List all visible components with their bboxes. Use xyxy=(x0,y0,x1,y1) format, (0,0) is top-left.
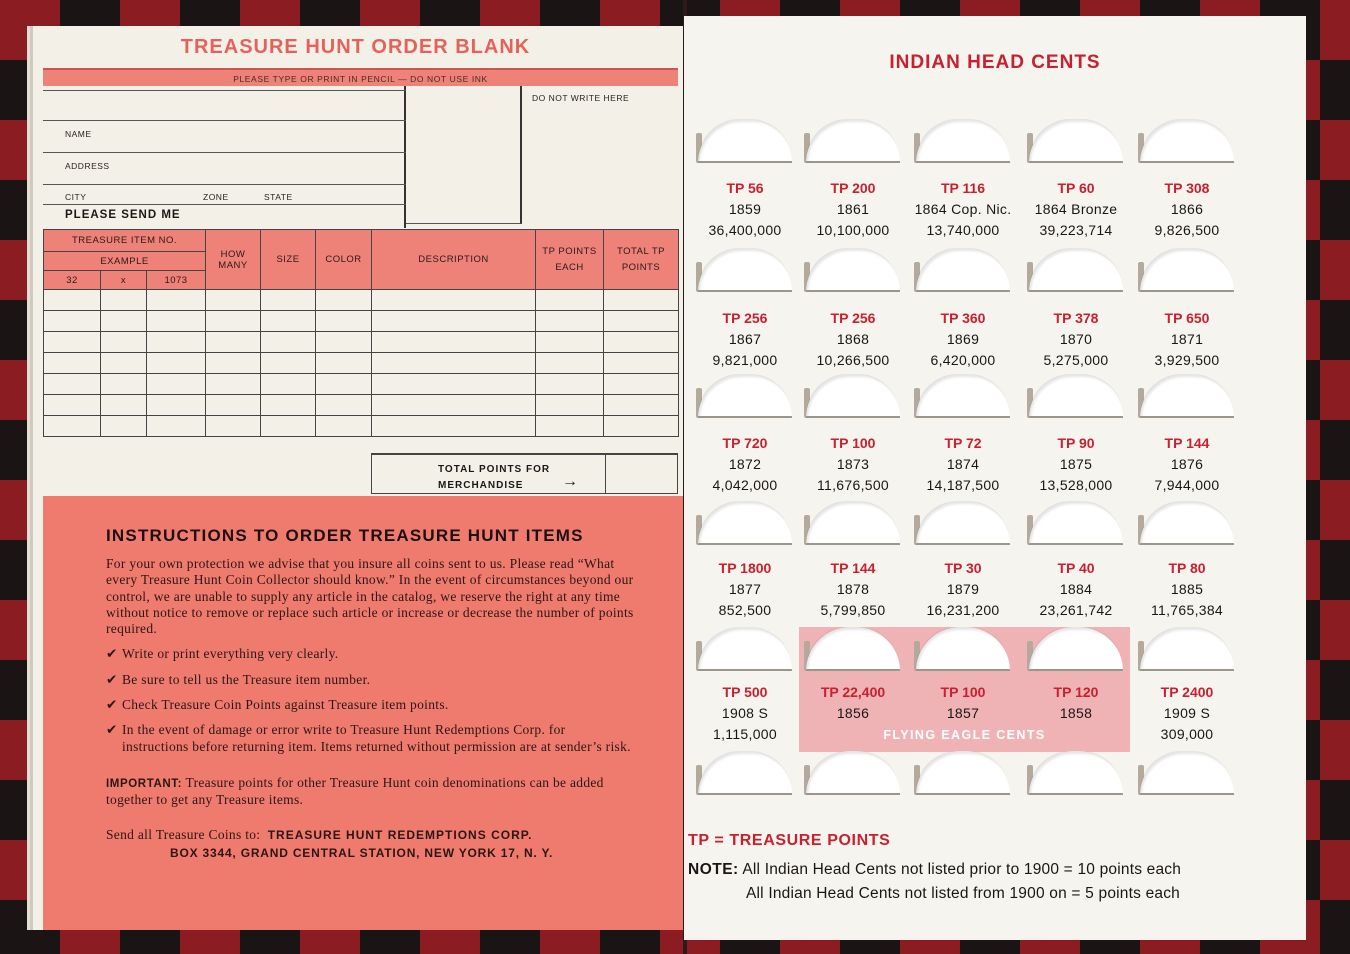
coin-slot xyxy=(1140,501,1234,545)
coin-mintage: 13,528,000 xyxy=(1039,477,1113,493)
address-box xyxy=(43,86,406,228)
instruction-check-item xyxy=(106,646,635,662)
coin-slot-dome xyxy=(806,501,900,545)
coin-slot-dome xyxy=(806,119,900,163)
order-items-table xyxy=(43,229,679,437)
coin-slot xyxy=(1029,248,1123,292)
instruction-check-item xyxy=(106,722,635,755)
coin-slot-dome xyxy=(1140,501,1234,545)
important-text: Treasure points for other Treasure Hunt coin denominations can be added together to get any Treasure items. xyxy=(106,774,604,808)
coin-mintage: 11,765,384 xyxy=(1150,602,1224,618)
coin-mintage: 1,115,000 xyxy=(713,726,777,742)
coin-slot-dome xyxy=(698,627,792,671)
city-field[interactable] xyxy=(43,204,406,205)
total-tp-points-header: TOTAL TP POINTS xyxy=(604,230,679,290)
tp-points-each-header: TP POINTS EACH xyxy=(536,230,604,290)
coin-tp-value: TP 200 xyxy=(830,180,876,196)
coin-tp-value: TP 720 xyxy=(722,435,768,451)
coin-slot xyxy=(1029,119,1123,163)
coin-year: 1878 xyxy=(836,581,870,597)
coin-year: 1879 xyxy=(946,581,980,597)
coin-slot xyxy=(806,501,900,545)
state-label: STATE xyxy=(264,192,293,202)
coin-slot-dome xyxy=(916,119,1010,163)
instructions-panel xyxy=(43,496,685,930)
pencil-instruction-bar: PLEASE TYPE OR PRINT IN PENCIL — DO NOT USE INK xyxy=(43,68,678,86)
coin-year: 1871 xyxy=(1170,331,1204,347)
coin-tp-value: TP 100 xyxy=(830,435,876,451)
coin-entry xyxy=(1117,308,1257,371)
important-note xyxy=(106,775,635,809)
coin-year: 1875 xyxy=(1059,456,1093,472)
name-label: NAME xyxy=(65,129,92,139)
order-row[interactable] xyxy=(44,290,679,311)
coin-slot xyxy=(916,248,1010,292)
order-blank-page xyxy=(33,26,685,930)
example-header: EXAMPLE xyxy=(44,252,206,271)
coin-mintage: 5,275,000 xyxy=(1043,352,1109,368)
coin-tp-value: TP 308 xyxy=(1164,180,1210,196)
order-blank-title: TREASURE HUNT ORDER BLANK xyxy=(180,36,531,58)
send-prefix: Send all Treasure Coins to: xyxy=(106,826,261,842)
coin-tp-value: TP 360 xyxy=(940,310,986,326)
coin-slot xyxy=(698,627,792,671)
coin-tp-value: TP 144 xyxy=(830,560,876,576)
coin-mintage: 11,676,500 xyxy=(816,477,890,493)
coin-tp-value: TP 90 xyxy=(1057,435,1095,451)
coin-entry xyxy=(1117,558,1257,621)
coin-slot-dome xyxy=(1029,248,1123,292)
coin-slot xyxy=(698,248,792,292)
order-row[interactable] xyxy=(44,395,679,416)
instructions-title: INSTRUCTIONS TO ORDER TREASURE HUNT ITEMS xyxy=(106,526,584,545)
coin-year: 1861 xyxy=(836,201,870,217)
coin-slot-dome xyxy=(806,374,900,418)
instruction-text: Be sure to tell us the Treasure item number. xyxy=(122,671,371,687)
coin-mintage: 14,187,500 xyxy=(926,477,1000,493)
coin-slot xyxy=(806,627,900,671)
coin-tp-value: TP 40 xyxy=(1057,560,1095,576)
coin-tp-value: TP 256 xyxy=(722,310,768,326)
send-company: TREASURE HUNT REDEMPTIONS CORP. xyxy=(267,827,533,842)
address-label: ADDRESS xyxy=(65,161,110,171)
coin-slot-dome xyxy=(916,627,1010,671)
coin-slot xyxy=(806,374,900,418)
coin-tp-value: TP 100 xyxy=(940,684,986,700)
address-rule xyxy=(43,90,406,91)
coin-slot xyxy=(698,374,792,418)
coin-year: 1869 xyxy=(946,331,980,347)
coin-tp-value: TP 378 xyxy=(1053,310,1099,326)
coin-slot xyxy=(916,374,1010,418)
color-header: COLOR xyxy=(316,230,372,290)
coin-year: 1870 xyxy=(1059,331,1093,347)
coin-slot-dome xyxy=(1140,248,1234,292)
coin-year: 1864 Bronze xyxy=(1034,201,1118,217)
coin-slot-dome xyxy=(698,119,792,163)
coin-year: 1857 xyxy=(946,705,980,721)
coin-slot-dome xyxy=(806,627,900,671)
coin-tp-value: TP 30 xyxy=(944,560,982,576)
coin-slot xyxy=(806,248,900,292)
coin-slot-dome xyxy=(916,501,1010,545)
coin-slot xyxy=(916,119,1010,163)
coin-year: 1877 xyxy=(728,581,762,597)
coin-tp-value: TP 1800 xyxy=(718,560,772,576)
office-use-box xyxy=(522,86,678,224)
example-value: x xyxy=(101,271,147,290)
note-line-1: All Indian Head Cents not listed prior to 1900 = 10 points each xyxy=(742,861,1182,878)
coin-year: 1868 xyxy=(836,331,870,347)
coin-tp-value: TP 650 xyxy=(1164,310,1210,326)
note-label: NOTE: xyxy=(688,861,739,878)
coin-mintage: 309,000 xyxy=(1160,726,1214,742)
coin-slot xyxy=(698,751,792,795)
coin-slot-dome xyxy=(1140,751,1234,795)
please-send-me-label: PLEASE SEND ME xyxy=(65,209,181,221)
coin-slot xyxy=(1029,751,1123,795)
coin-mintage: 23,261,742 xyxy=(1039,602,1113,618)
coin-year: 1858 xyxy=(1059,705,1093,721)
coin-year: 1874 xyxy=(946,456,980,472)
check-mark-icon: ✔ xyxy=(106,646,118,663)
city-label: CITY xyxy=(65,192,87,202)
coin-tp-value: TP 22,400 xyxy=(820,684,886,700)
coin-slot xyxy=(1140,119,1234,163)
description-header: DESCRIPTION xyxy=(372,230,536,290)
coin-mintage: 4,042,000 xyxy=(712,477,778,493)
tp-legend: TP = TREASURE POINTS xyxy=(688,832,891,849)
coin-slot-dome xyxy=(1029,374,1123,418)
coin-mintage: 13,740,000 xyxy=(926,222,1000,238)
total-points-field[interactable] xyxy=(605,455,677,494)
coin-slot xyxy=(1140,374,1234,418)
coin-slot-dome xyxy=(698,501,792,545)
coin-year: 1909 S xyxy=(1163,705,1211,721)
blank-box xyxy=(406,86,522,224)
coin-mintage: 7,944,000 xyxy=(1154,477,1220,493)
coin-slot xyxy=(1140,627,1234,671)
coin-slot-dome xyxy=(916,248,1010,292)
coin-year: 1873 xyxy=(836,456,870,472)
coin-slot xyxy=(916,627,1010,671)
coin-slot xyxy=(916,501,1010,545)
coin-year: 1866 xyxy=(1170,201,1204,217)
coin-year: 1908 S xyxy=(721,705,769,721)
coin-tp-value: TP 80 xyxy=(1168,560,1206,576)
coin-entry xyxy=(1117,433,1257,496)
order-row[interactable] xyxy=(44,374,679,395)
coin-entry xyxy=(1117,178,1257,241)
send-coins-line xyxy=(106,827,635,843)
coin-mintage: 39,223,714 xyxy=(1039,222,1113,238)
coin-slot-dome xyxy=(1029,119,1123,163)
how-many-header: HOW MANY xyxy=(206,230,261,290)
coin-slot xyxy=(1029,627,1123,671)
indian-head-cents-page xyxy=(684,16,1306,940)
address-rule xyxy=(43,120,406,121)
instruction-check-item xyxy=(106,697,635,713)
coin-slot xyxy=(698,501,792,545)
coin-slot-dome xyxy=(1029,751,1123,795)
coin-slot xyxy=(698,119,792,163)
coin-year: 1867 xyxy=(728,331,762,347)
coin-year: 1876 xyxy=(1170,456,1204,472)
example-value: 1073 xyxy=(147,271,206,290)
coin-slot-dome xyxy=(1029,627,1123,671)
coin-mintage: 3,929,500 xyxy=(1154,352,1220,368)
coin-mintage: 10,100,000 xyxy=(816,222,890,238)
coin-year: 1864 Cop. Nic. xyxy=(914,201,1012,217)
address-field[interactable] xyxy=(43,184,406,185)
cents-page-title: INDIAN HEAD CENTS xyxy=(889,52,1101,73)
instructions-intro: For your own protection we advise that you insure all coins sent to us. Please read “What every Treasure Hunt Coin Collector should know.” In the event of circumstances beyond our control, we are unable to supply any article in the catalog, we reserve the right at any time without notice to remove or replace such article or increase or decrease the number of points required. xyxy=(106,556,634,637)
coin-mintage: 10,266,500 xyxy=(816,352,890,368)
coin-tp-value: TP 144 xyxy=(1164,435,1210,451)
coin-slot-dome xyxy=(806,751,900,795)
instruction-text: Write or print everything very clearly. xyxy=(122,646,339,662)
coin-tp-value: TP 60 xyxy=(1057,180,1095,196)
coin-year: 1872 xyxy=(728,456,762,472)
coin-mintage: 6,420,000 xyxy=(930,352,996,368)
zone-label: ZONE xyxy=(203,192,229,202)
check-mark-icon: ✔ xyxy=(106,722,118,739)
coin-mintage: 16,231,200 xyxy=(926,602,1000,618)
coin-entry xyxy=(1117,682,1257,745)
total-points-label: TOTAL POINTS FOR MERCHANDISE xyxy=(438,464,551,491)
coin-tp-value: TP 256 xyxy=(830,310,876,326)
check-mark-icon: ✔ xyxy=(106,697,118,714)
coin-slot xyxy=(1029,374,1123,418)
coin-year: 1859 xyxy=(728,201,762,217)
coin-tp-value: TP 2400 xyxy=(1160,684,1214,700)
check-mark-icon: ✔ xyxy=(106,671,118,688)
instruction-text: In the event of damage or error write to Treasure Hunt Redemptions Corp. for instructions before returning item. Items returned without permission are at sender’s risk. xyxy=(122,722,631,754)
coin-mintage: 852,500 xyxy=(718,602,772,618)
coin-mintage: 5,799,850 xyxy=(820,602,886,618)
coin-slot xyxy=(1140,248,1234,292)
coin-tp-value: TP 120 xyxy=(1053,684,1099,700)
coin-slot xyxy=(806,751,900,795)
note-line-2: All Indian Head Cents not listed from 1900 on = 5 points each xyxy=(746,885,1180,902)
coin-mintage: 9,826,500 xyxy=(1154,222,1220,238)
order-row[interactable] xyxy=(44,332,679,353)
order-row[interactable] xyxy=(44,311,679,332)
instruction-text: Check Treasure Coin Points against Treasure item points. xyxy=(122,697,449,713)
size-header: SIZE xyxy=(261,230,316,290)
coin-year: 1885 xyxy=(1170,581,1204,597)
name-field[interactable] xyxy=(43,152,406,153)
important-label: IMPORTANT: xyxy=(106,777,183,790)
coin-slot xyxy=(806,119,900,163)
note-block xyxy=(688,858,1181,906)
coin-slot-dome xyxy=(1140,627,1234,671)
coin-tp-value: TP 56 xyxy=(726,180,764,196)
coin-mintage: 36,400,000 xyxy=(708,222,782,238)
coin-slot-dome xyxy=(698,374,792,418)
right-arrow-icon: → xyxy=(562,473,578,490)
coin-slot-dome xyxy=(698,751,792,795)
coin-slot xyxy=(1029,501,1123,545)
coin-tp-value: TP 72 xyxy=(944,435,982,451)
do-not-write-label: DO NOT WRITE HERE xyxy=(532,93,630,103)
coin-slot-dome xyxy=(806,248,900,292)
coin-slot xyxy=(1140,751,1234,795)
coin-tp-value: TP 500 xyxy=(722,684,768,700)
coin-slot-dome xyxy=(916,374,1010,418)
order-row[interactable] xyxy=(44,416,679,437)
instruction-check-item xyxy=(106,672,635,688)
coin-slot-dome xyxy=(1029,501,1123,545)
coin-slot-dome xyxy=(1140,374,1234,418)
order-row[interactable] xyxy=(44,353,679,374)
coin-year: 1884 xyxy=(1059,581,1093,597)
coin-slot xyxy=(916,751,1010,795)
treasure-item-no-header: TREASURE ITEM NO. xyxy=(44,230,206,252)
total-points-row xyxy=(371,453,678,494)
coin-tp-value: TP 116 xyxy=(940,180,986,196)
flying-eagle-label: FLYING EAGLE CENTS xyxy=(883,728,1046,742)
mailing-address: BOX 3344, GRAND CENTRAL STATION, NEW YORK 17, N. Y. xyxy=(170,845,554,860)
coin-mintage: 9,821,000 xyxy=(712,352,778,368)
coin-slot-dome xyxy=(698,248,792,292)
example-value: 32 xyxy=(44,271,101,290)
coin-year: 1856 xyxy=(836,705,870,721)
coin-slot-dome xyxy=(916,751,1010,795)
coin-slot-dome xyxy=(1140,119,1234,163)
